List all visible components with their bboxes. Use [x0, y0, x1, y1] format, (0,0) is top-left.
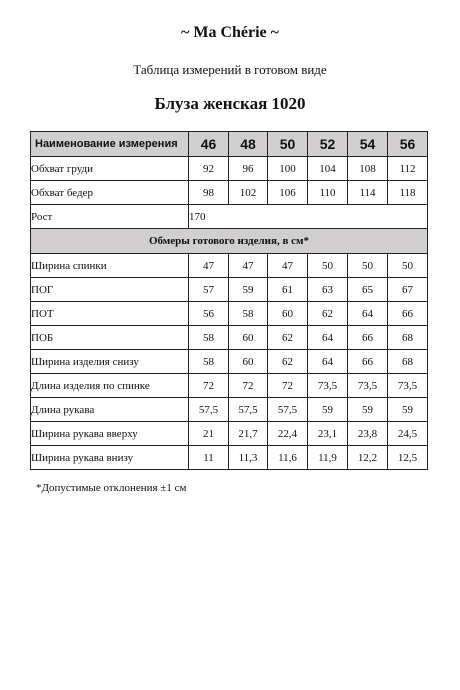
row-value: 47 — [229, 254, 268, 278]
row-value: 47 — [268, 254, 308, 278]
header-size: 46 — [189, 132, 229, 157]
table-row — [31, 326, 428, 350]
row-label: Обхват бедер — [31, 181, 189, 205]
row-label: Обхват груди — [31, 157, 189, 181]
document-subtitle: Таблица измерений в готовом виде — [133, 62, 327, 77]
row-value: 12,5 — [388, 446, 428, 470]
table-row — [31, 446, 428, 470]
row-value: 98 — [189, 181, 229, 205]
row-value: 73,5 — [348, 374, 388, 398]
row-value: 61 — [268, 278, 308, 302]
header-size: 54 — [348, 132, 388, 157]
row-value: 12,2 — [348, 446, 388, 470]
row-label: Длина рукава — [31, 398, 189, 422]
row-value: 57,5 — [268, 398, 308, 422]
row-value: 57,5 — [229, 398, 268, 422]
row-value: 110 — [308, 181, 348, 205]
row-label: Ширина изделия снизу — [31, 350, 189, 374]
row-value: 59 — [229, 278, 268, 302]
row-value: 67 — [388, 278, 428, 302]
row-label: Ширина рукава внизу — [31, 446, 189, 470]
row-value: 73,5 — [308, 374, 348, 398]
row-value: 23,8 — [348, 422, 388, 446]
brand-title: ~ Ma Chérie ~ — [181, 24, 279, 41]
header-measurement-name: Наименование измерения — [31, 132, 189, 157]
table-row — [31, 254, 428, 278]
table-row — [31, 350, 428, 374]
row-value: 72 — [189, 374, 229, 398]
row-value: 72 — [268, 374, 308, 398]
header-size: 56 — [388, 132, 428, 157]
section-header-row — [31, 229, 428, 254]
product-title: Блуза женская 1020 — [154, 94, 306, 113]
row-value: 62 — [268, 326, 308, 350]
row-value: 104 — [308, 157, 348, 181]
row-label: ПОГ — [31, 278, 189, 302]
row-value: 100 — [268, 157, 308, 181]
row-value: 23,1 — [308, 422, 348, 446]
row-value: 58 — [189, 326, 229, 350]
row-value: 65 — [348, 278, 388, 302]
row-value: 72 — [229, 374, 268, 398]
row-value: 50 — [388, 254, 428, 278]
header-size: 50 — [268, 132, 308, 157]
row-value: 66 — [348, 350, 388, 374]
row-value: 59 — [308, 398, 348, 422]
row-value: 68 — [388, 350, 428, 374]
row-value: 50 — [308, 254, 348, 278]
row-label: ПОТ — [31, 302, 189, 326]
row-value: 59 — [348, 398, 388, 422]
row-value: 66 — [348, 326, 388, 350]
row-value: 24,5 — [388, 422, 428, 446]
row-label: Ширина рукава вверху — [31, 422, 189, 446]
row-value: 102 — [229, 181, 268, 205]
row-value: 66 — [388, 302, 428, 326]
row-value: 114 — [348, 181, 388, 205]
row-value: 68 — [388, 326, 428, 350]
row-value: 60 — [229, 350, 268, 374]
row-label: Ширина спинки — [31, 254, 189, 278]
table-row — [31, 398, 428, 422]
row-label: Рост — [31, 205, 189, 229]
row-value: 60 — [229, 326, 268, 350]
row-value: 106 — [268, 181, 308, 205]
table-header-row — [31, 132, 428, 157]
header-size: 52 — [308, 132, 348, 157]
row-label: ПОБ — [31, 326, 189, 350]
row-value: 58 — [229, 302, 268, 326]
section-title: Обмеры готового изделия, в см* — [31, 229, 428, 254]
table-row — [31, 374, 428, 398]
header-size: 48 — [229, 132, 268, 157]
row-value: 118 — [388, 181, 428, 205]
row-label: Длина изделия по спинке — [31, 374, 189, 398]
row-value: 112 — [388, 157, 428, 181]
row-value: 50 — [348, 254, 388, 278]
row-value: 62 — [268, 350, 308, 374]
row-value: 21 — [189, 422, 229, 446]
row-value: 11,3 — [229, 446, 268, 470]
row-value: 59 — [388, 398, 428, 422]
table-row — [31, 181, 428, 205]
row-value: 92 — [189, 157, 229, 181]
tolerance-note: *Допустимые отклонения ±1 см — [36, 482, 187, 494]
row-value: 11 — [189, 446, 229, 470]
row-value: 11,6 — [268, 446, 308, 470]
row-value: 64 — [308, 350, 348, 374]
row-value: 11,9 — [308, 446, 348, 470]
row-value: 73,5 — [388, 374, 428, 398]
measurements-table — [30, 131, 428, 470]
row-value: 56 — [189, 302, 229, 326]
row-value: 63 — [308, 278, 348, 302]
row-value: 58 — [189, 350, 229, 374]
row-value: 57 — [189, 278, 229, 302]
table-row-height — [31, 205, 428, 229]
row-value: 21,7 — [229, 422, 268, 446]
table-row — [31, 278, 428, 302]
table-row — [31, 302, 428, 326]
row-value: 62 — [308, 302, 348, 326]
row-value: 108 — [348, 157, 388, 181]
table-row — [31, 157, 428, 181]
row-value: 57,5 — [189, 398, 229, 422]
table-row — [31, 422, 428, 446]
row-value: 22,4 — [268, 422, 308, 446]
row-value: 64 — [308, 326, 348, 350]
row-value: 96 — [229, 157, 268, 181]
row-value: 47 — [189, 254, 229, 278]
row-value: 170 — [189, 205, 428, 229]
row-value: 60 — [268, 302, 308, 326]
row-value: 64 — [348, 302, 388, 326]
